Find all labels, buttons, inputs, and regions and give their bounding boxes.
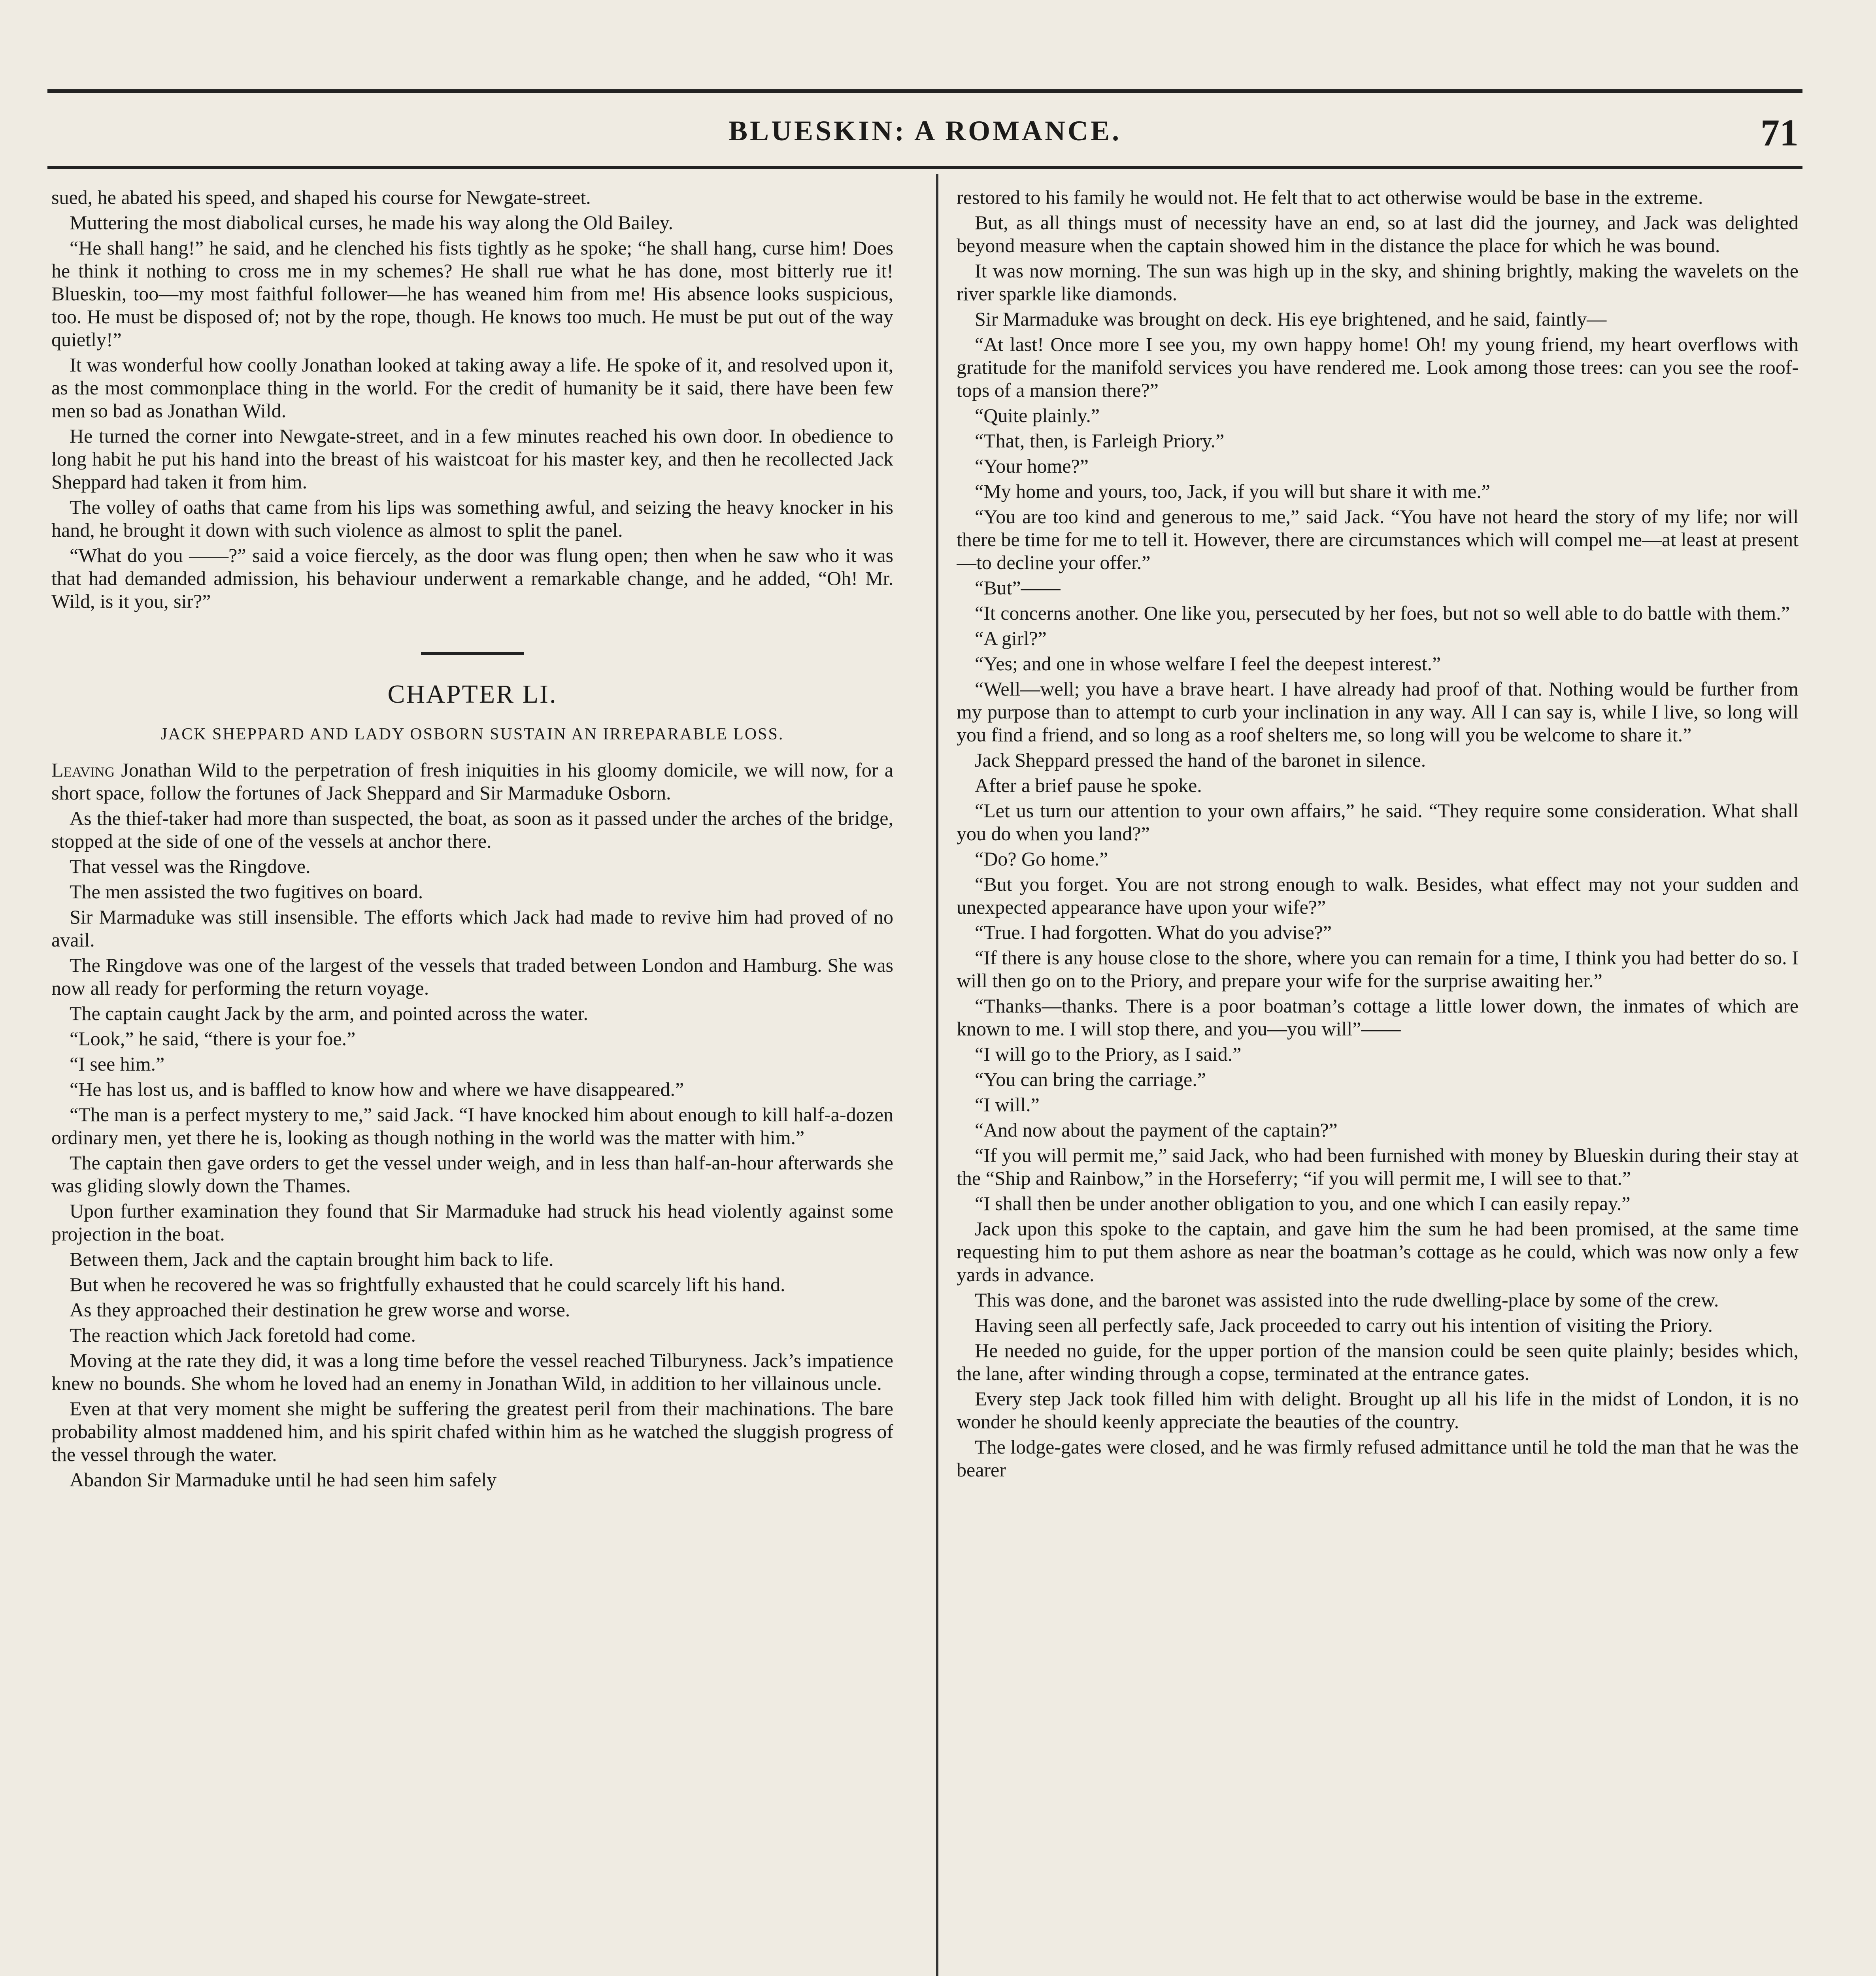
paragraph: “But you forget. You are not strong enough to walk. Besides, what effect may not your sudden and unexpected appearance have upon your wife?” [957,873,1799,918]
chapter-rule [421,652,524,655]
paragraph: As the thief-taker had more than suspected, the boat, as soon as it passed under the arches of the bridge, stopped at the side of one of the vessels at anchor there. [51,807,893,852]
paragraph: “At last! Once more I see you, my own happy home! Oh! my young friend, my heart overflows with gratitude for the manifold services you have rendered me. Look among those trees: can you see the roof-tops of a mansion there?” [957,333,1799,401]
paragraph: “He has lost us, and is baffled to know how and where we have disappeared.” [70,1078,684,1100]
chapter-opening-text: Jonathan Wild to the perpetration of fresh iniquities in his gloomy domicile, we will now, for a short space, follow the fortunes of Jack Sheppard and Sir Marmaduke Osborn. [51,759,893,804]
paragraph: Moving at the rate they did, it was a long time before the vessel reached Tilburyness. Jack’s impatience knew no bounds. She whom he loved had an enemy in Jonathan Wild, in addition to her villainous uncle. [51,1349,893,1394]
paragraph: “Look,” he said, “there is your foe.” [70,1028,356,1050]
page-header [47,111,1802,158]
paragraph: But, as all things must of necessity have an end, so at last did the journey, and Jack was delighted beyond measure when the captain showed him in the distance the place for which he was bound. [957,211,1799,256]
paragraph: Sir Marmaduke was brought on deck. His eye brightened, and he said, faintly— [975,308,1607,330]
paragraph: He needed no guide, for the upper portion of the mansion could be seen quite plainly; besides which, the lane, after winding through a copse, terminated at the entrance gates. [957,1339,1799,1384]
paragraph: “And now about the payment of the captain?” [975,1119,1338,1141]
paragraph: It was wonderful how coolly Jonathan looked at taking away a life. He spoke of it, and resolved upon it, as the most commonplace thing in the world. For the credit of humanity be it said, there have been few men so bad as Jonathan Wild. [51,354,893,422]
paragraph: As they approached their destination he grew worse and worse. [70,1299,570,1321]
paragraph: Upon further examination they found that Sir Marmaduke had struck his head violently against some projection in the boat. [51,1200,893,1245]
paragraph: The lodge-gates were closed, and he was firmly refused admittance until he told the man that he was the bearer [957,1436,1799,1481]
paragraph: The reaction which Jack foretold had come. [70,1324,416,1346]
chapter-title: CHAPTER LI. [387,680,557,709]
paragraph: “You can bring the carriage.” [975,1068,1206,1090]
paragraph: Jack Sheppard pressed the hand of the baronet in silence. [975,749,1426,771]
chapter-subtitle: JACK SHEPPARD AND LADY OSBORN SUSTAIN AN IRREPARABLE LOSS. [160,725,784,743]
paragraph: The captain caught Jack by the arm, and pointed across the water. [70,1002,589,1024]
paragraph: The Ringdove was one of the largest of the vessels that traded between London and Hamburg. She was now all ready for performing the return voyage. [51,954,893,999]
paragraph: “Your home?” [975,455,1089,477]
paragraph: The men assisted the two fugitives on board. [70,881,423,903]
chapter-opening-paragraph [51,758,893,804]
paragraph: Abandon Sir Marmaduke until he had seen him safely [70,1469,497,1491]
paragraph: Every step Jack took filled him with delight. Brought up all his life in the midst of London, it is no wonder he should keenly appreciate the beauties of the country. [957,1388,1799,1433]
paragraph: “But”—— [975,577,1061,599]
paragraph: This was done, and the baronet was assisted into the rude dwelling-place by some of the crew. [975,1289,1719,1311]
paragraph: “Do? Go home.” [975,848,1108,870]
paragraph: “The man is a perfect mystery to me,” said Jack. “I have knocked him about enough to kill half-a-dozen ordinary men, yet there he is, looking as though nothing in the world was the matter with him.” [51,1103,893,1148]
paragraph: It was now morning. The sun was high up in the sky, and shining brightly, making the wavelets on the river sparkle like diamonds. [957,260,1799,305]
paragraph: “My home and yours, too, Jack, if you will but share it with me.” [975,480,1490,502]
paragraph: “Yes; and one in whose welfare I feel the deepest interest.” [975,652,1441,675]
paragraph: “If there is any house close to the shore, where you can remain for a time, I think you had better do so. I will then go on to the Priory, and prepare your wife for the surprise awaiting her.” [957,947,1799,992]
paragraph: “If you will permit me,” said Jack, who had been furnished with money by Blueskin during their stay at the “Ship and Rainbow,” in the Horseferry; “if you will permit me, I will see to that.” [957,1144,1799,1189]
paragraph: “I see him.” [70,1053,165,1075]
paragraph: Between them, Jack and the captain brought him back to life. [70,1248,554,1270]
paragraph: But when he recovered he was so frightfully exhausted that he could scarcely lift his hand. [70,1273,785,1295]
left-column [51,186,893,1976]
paragraph: “Quite plainly.” [975,404,1100,426]
paragraph: “I shall then be under another obligation to you, and one which I can easily repay.” [975,1192,1631,1214]
paragraph: After a brief pause he spoke. [975,774,1202,796]
paragraph: “You are too kind and generous to me,” said Jack. “You have not heard the story of my life; nor will there be time for me to tell it. However, there are circumstances which will compel me—at least at present—to decline your offer.” [957,505,1799,573]
right-column [957,186,1799,1976]
paragraph: He turned the corner into Newgate-street, and in a few minutes reached his own door. In obedience to long habit he put his hand into the breast of his waistcoat for his master key, and then he recollected Jack Sheppard had taken it from him. [51,425,893,493]
paragraph: “A girl?” [975,627,1047,649]
top-rule [47,89,1802,93]
paragraph: restored to his family he would not. He felt that to act otherwise would be base in the extreme. [957,186,1703,208]
paragraph: “True. I had forgotten. What do you advise?” [975,921,1332,943]
paragraph: Having seen all perfectly safe, Jack proceeded to carry out his intention of visiting the Priory. [975,1314,1713,1336]
paragraph: “Well—well; you have a brave heart. I have already had proof of that. Nothing would be further from my purpose than to attempt to curb your inclination in any way. All I can say is, while I live, so long will you find a friend, and so long as a roof shelters me, so long will you be welcome to share it.” [957,678,1799,746]
paragraph: That vessel was the Ringdove. [70,855,311,877]
paragraph: Even at that very moment she might be suffering the greatest peril from their machinations. The bare probability almost maddened him, and his spirit chafed within him as he watched the sluggish progress of the vessel through the water. [51,1397,893,1465]
page-number: 71 [1761,111,1799,154]
paragraph: sued, he abated his speed, and shaped his course for Newgate-street. [51,186,591,208]
chapter-opening-word: Leaving [51,759,115,781]
paragraph: “I will go to the Priory, as I said.” [975,1043,1242,1065]
column-divider [936,174,938,1976]
paragraph: “What do you ——?” said a voice fiercely, as the door was flung open; then when he saw who it was that had demanded admission, his behaviour underwent a remarkable change, and he added, “Oh! Mr. Wild, is it you, sir?” [51,544,893,612]
header-rule [47,166,1802,169]
paragraph: Muttering the most diabolical curses, he made his way along the Old Bailey. [70,211,673,234]
paragraph: “That, then, is Farleigh Priory.” [975,430,1225,452]
paragraph: “Let us turn our attention to your own affairs,” he said. “They require some consideration. What shall you do when you land?” [957,799,1799,845]
paragraph: Jack upon this spoke to the captain, and gave him the sum he had been promised, at the same time requesting him to put them ashore as near the boatman’s cottage as he could, which was now only a few yards in advance. [957,1218,1799,1286]
paragraph: “Thanks—thanks. There is a poor boatman’s cottage a little lower down, the inmates of which are known to me. I will stop there, and you—you will”—— [957,995,1799,1040]
paragraph: “It concerns another. One like you, persecuted by her foes, but not so well able to do battle with them.” [975,602,1790,624]
running-title: BLUESKIN: A ROMANCE. [728,115,1122,147]
paragraph: “He shall hang!” he said, and he clenched his fists tightly as he spoke; “he shall hang, curse him! Does he think it nothing to cross me in my schemes? He shall rue what he has done, most bitterly rue it! Blueskin, too—my most faithful follower—he has weaned him from me! His absence looks suspicious, too. He must be disposed of; not by the rope, though. He knows too much. He must be put out of the way quietly!” [51,237,893,351]
paragraph: The captain then gave orders to get the vessel under weigh, and in less than half-an-hour afterwards she was gliding slowly down the Thames. [51,1152,893,1197]
paragraph: The volley of oaths that came from his lips was something awful, and seizing the heavy knocker in his hand, he brought it down with such violence as almost to split the panel. [51,496,893,541]
paragraph: “I will.” [975,1094,1040,1116]
paragraph: Sir Marmaduke was still insensible. The efforts which Jack had made to revive him had proved of no avail. [51,906,893,951]
